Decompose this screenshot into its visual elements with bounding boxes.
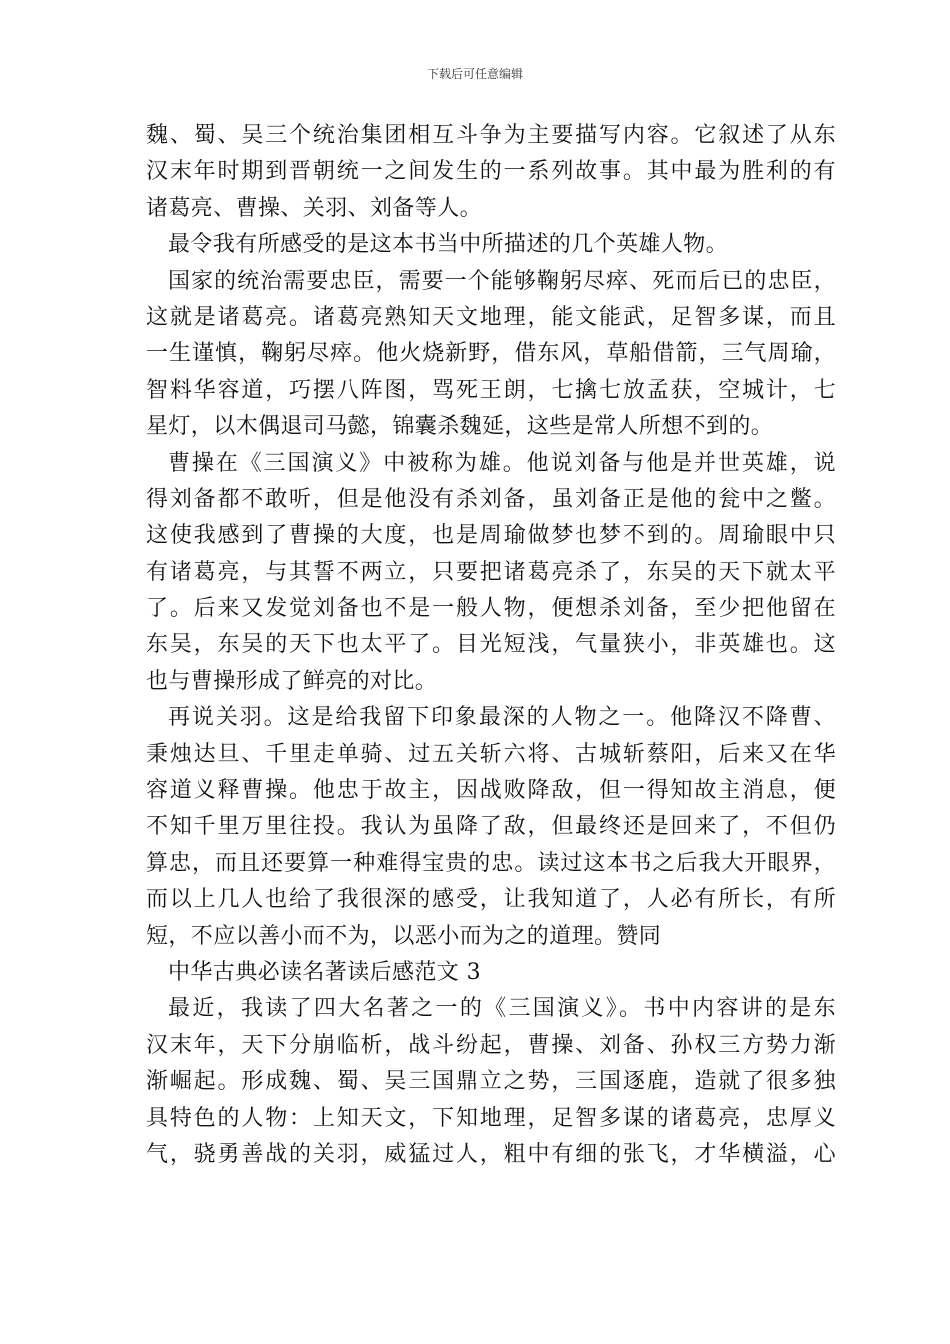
- text-line: 秉烛达旦、千里走单骑、过五关斩六将、古城斩蔡阳，后来又在华: [146, 741, 836, 767]
- text-line: 汉末年，天下分崩临析，战斗纷起，曹操、刘备、孙权三方势力渐: [146, 1032, 836, 1058]
- text-line: 这就是诸葛亮。诸葛亮熟知天文地理，能文能武，足智多谋，而且: [146, 304, 836, 330]
- text-line: 智料华容道，巧摆八阵图，骂死王朗，七擒七放孟获，空城计，七: [146, 377, 836, 403]
- document-body: [146, 118, 836, 1173]
- text-line: 汉末年时期到晋朝统一之间发生的一系列故事。其中最为胜利的有: [146, 159, 836, 185]
- text-line: 中华古典必读名著读后感范文 3: [168, 959, 481, 985]
- text-line: 星灯，以木偶退司马懿，锦囊杀魏延，这些是常人所想不到的。: [146, 414, 774, 440]
- text-line: 也与曹操形成了鲜亮的对比。: [146, 668, 438, 694]
- text-line: 一生谨慎，鞠躬尽瘁。他火烧新野，借东风，草船借箭，三气周瑜，: [146, 341, 836, 367]
- text-line: 曹操在《三国演义》中被称为雄。他说刘备与他是并世英雄，说: [168, 450, 836, 476]
- text-line: 容道义释曹操。他忠于故主，因战败降敌，但一得知故主消息，便: [146, 778, 836, 804]
- text-line: 最近，我读了四大名著之一的《三国演义》。书中内容讲的是东: [168, 996, 836, 1022]
- text-line: 算忠，而且还要算一种难得宝贵的忠。读过这本书之后我大开眼界，: [146, 850, 836, 876]
- text-line: 气，骁勇善战的关羽，威猛过人，粗中有细的张飞，才华横溢，心: [146, 1141, 836, 1167]
- text-line: 了。后来又发觉刘备也不是一般人物，便想杀刘备，至少把他留在: [146, 596, 836, 622]
- text-line: 具特色的人物：上知天文，下知地理，足智多谋的诸葛亮，忠厚义: [146, 1105, 836, 1131]
- text-line: 得刘备都不敢听，但是他没有杀刘备，虽刘备正是他的瓮中之鳖。: [146, 486, 836, 512]
- text-line: 短，不应以善小而不为，以恶小而为之的道理。赞同: [146, 923, 662, 949]
- text-line: 魏、蜀、吴三个统治集团相互斗争为主要描写内容。它叙述了从东: [146, 123, 836, 148]
- text-line: 不知千里万里往投。我认为虽降了敌，但最终还是回来了，不但仍: [146, 814, 836, 840]
- text-line: 最令我有所感受的是这本书当中所描述的几个英雄人物。: [168, 232, 729, 258]
- text-line: 国家的统治需要忠臣，需要一个能够鞠躬尽瘁、死而后已的忠臣，: [168, 268, 836, 294]
- text-line: 而以上几人也给了我很深的感受，让我知道了，人必有所长，有所: [146, 887, 836, 913]
- text-line: 再说关羽。这是给我留下印象最深的人物之一。他降汉不降曹、: [168, 705, 836, 731]
- text-line: 诸葛亮、曹操、关羽、刘备等人。: [146, 195, 483, 221]
- text-line: 东吴，东吴的天下也太平了。目光短浅，气量狭小，非英雄也。这: [146, 632, 836, 658]
- text-line: 渐崛起。形成魏、蜀、吴三国鼎立之势，三国逐鹿，造就了很多独: [146, 1069, 836, 1095]
- text-line: 有诸葛亮，与其誓不两立，只要把诸葛亮杀了，东吴的天下就太平: [146, 559, 836, 585]
- text-line: 这使我感到了曹操的大度，也是周瑜做梦也梦不到的。周瑜眼中只: [146, 523, 836, 549]
- page-header-note: 下载后可任意编辑: [426, 67, 523, 81]
